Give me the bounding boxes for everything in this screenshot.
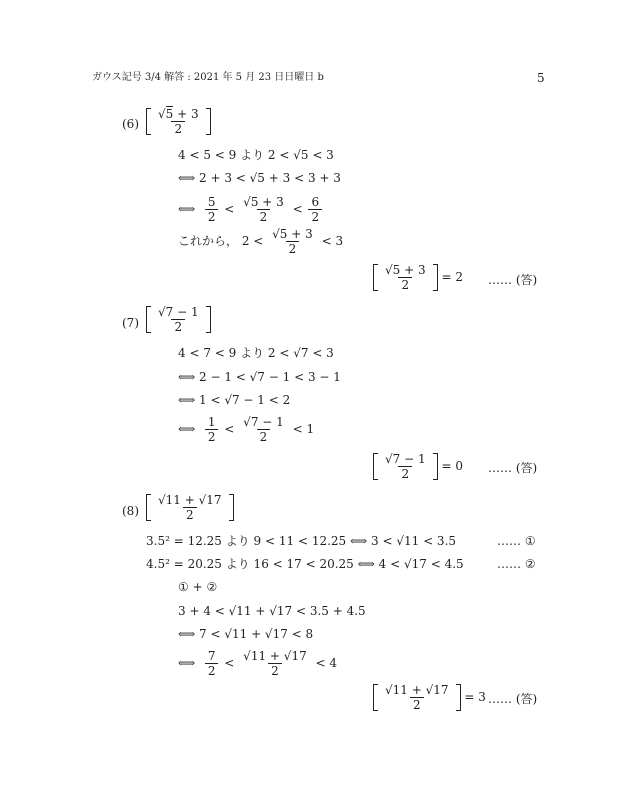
problem-8-line-2: 4.5² = 20.25 より 16 < 17 < 20.25 ⟺ 4 < √17 < 4.5 [146, 557, 464, 571]
problem-8-line-6: ⟺ $\frac{7}{2}$ < $\frac{√11 + √17}{2}$ < 4 [178, 649, 338, 678]
problem-6-label: (6) [122, 117, 139, 131]
problem-8-line-4: 3 + 4 < √11 + √17 < 3.5 + 4.5 [178, 604, 366, 618]
problem-7-expression: $\frac{√7 - 1}{2}$ [146, 306, 211, 333]
problem-7-answer-tag: …… (答) [488, 461, 538, 475]
problem-8-mark-1: …… ① [497, 534, 536, 548]
problem-7-line-3: ⟺ 1 < √7 − 1 < 2 [178, 393, 291, 407]
problem-7-label: (7) [122, 316, 139, 330]
problem-7-line-1: 4 < 7 < 9 より 2 < √7 < 3 [178, 346, 334, 360]
problem-6-line-1: 4 < 5 < 9 より 2 < √5 < 3 [178, 148, 334, 162]
problem-8-answer: $\frac{√11 + √17}{2}$ = 3 [373, 684, 486, 711]
problem-8-expression: $\frac{√11 + √17}{2}$ [146, 494, 234, 521]
problem-6-answer-value: = 2 [441, 270, 463, 284]
problem-8-line-5: ⟺ 7 < √11 + √17 < 8 [178, 627, 314, 641]
problem-8-line-3: ① + ② [178, 580, 218, 594]
problem-6-answer: $\frac{√5 + 3}{2}$ = 2 [373, 264, 463, 291]
problem-6-expression: $\frac{√5 + 3}{2}$ [146, 108, 211, 135]
problem-8-label: (8) [122, 504, 139, 518]
problem-8-line-1: 3.5² = 12.25 より 9 < 11 < 12.25 ⟺ 3 < √11 < 3.5 [146, 534, 457, 548]
problem-6-line-3: ⟺ $\frac{5}{2}$ < $\frac{√5 + 3}{2}$ < $\frac{6}{2}$ [178, 196, 324, 223]
page-number: 5 [537, 71, 545, 85]
problem-7-line-2: ⟺ 2 − 1 < √7 − 1 < 3 − 1 [178, 370, 341, 384]
problem-8-answer-tag: …… (答) [488, 692, 538, 706]
problem-7-line-4: ⟺ $\frac{1}{2}$ < $\frac{√7 - 1}{2}$ < 1 [178, 415, 315, 444]
problem-6-line-2: ⟺ 2 + 3 < √5 + 3 < 3 + 3 [178, 171, 341, 185]
problem-7-answer: $\frac{√7 - 1}{2}$ = 0 [373, 453, 463, 480]
problem-8-mark-2: …… ② [497, 557, 536, 571]
problem-6-answer-tag: …… (答) [488, 273, 538, 287]
problem-8-answer-value: = 3 [464, 690, 486, 704]
page-header-title: ガウス記号 3/4 解答 : 2021 年 5 月 23 日日曜日 b [92, 72, 324, 83]
problem-7-answer-value: = 0 [441, 459, 463, 473]
problem-6-line-4: これから， 2 < $\frac{√5 + 3}{2}$ < 3 [178, 227, 344, 256]
